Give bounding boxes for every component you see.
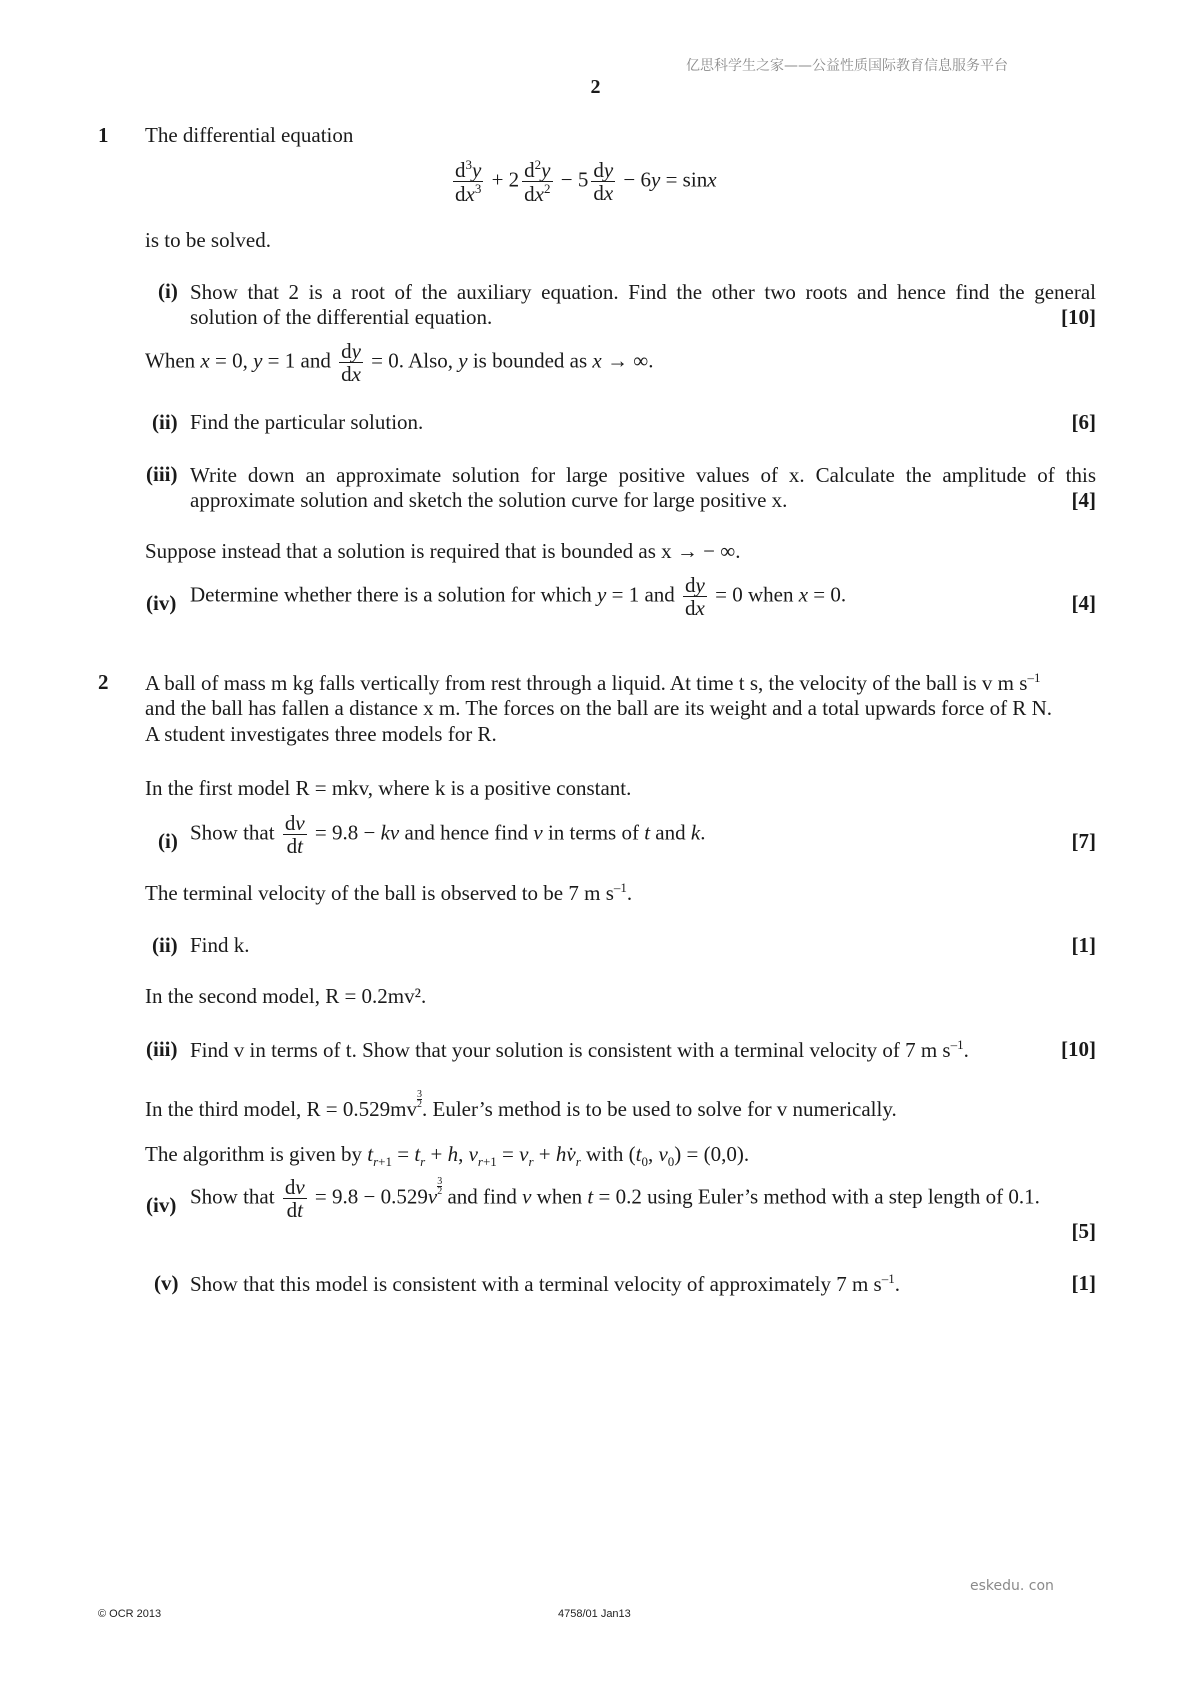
q2-third-model-a: In the third model, R = 0.529mv — [145, 1097, 417, 1121]
q2-part-v-text: Show that this model is consistent with a terminal velocity of approximately 7 m $s^{-1}$. — [190, 1271, 900, 1296]
question-1-intro: The differential equation — [145, 123, 354, 147]
footer-paper-code: 4758/01 Jan13 — [558, 1608, 631, 1620]
q2-part-iv-text: Show that $\frac{dv}{dt}$ = 9.8 − 0.529v $\frac{3}{2}$ and find v when t = 0.2 using Euler’s method with a step length of 0.1. — [190, 1175, 1040, 1223]
footer-copyright: © OCR 2013 — [98, 1608, 162, 1620]
q1-part-iii-line1: Write down an approximate solution for large positive values of x. Calculate the amplitude of this — [190, 463, 1096, 487]
q1-suppose: Suppose instead that a solution is required that is bounded as x → − ∞. — [145, 539, 741, 563]
q1-part-i-line2: solution of the differential equation. — [190, 305, 493, 329]
q2-terminal-text: The terminal velocity of the ball is observed to be 7 m s — [145, 881, 614, 905]
question-1-is-solved: is to be solved. — [145, 228, 271, 252]
q2-second-model: In the second model, R = 0.2mv². — [145, 984, 427, 1008]
q2-third-model: In the third model, R = 0.529mv $\frac{3}{2}$ . Euler’s method is to be used to solve for v numerically. — [145, 1089, 897, 1121]
q1-part-iv-marks: [4] — [1071, 591, 1096, 615]
q2-part-iv-marks: [5] — [1071, 1219, 1096, 1243]
q2-part-i-label: (i) — [158, 829, 178, 853]
differential-equation: $\frac{d^3y}{dx^3}$ + 2 $\frac{d^2y}{dx^2}$ − 5 $\frac{dy}{dx}$ − 6y = sinx — [455, 157, 717, 207]
q2-part-ii-label: (ii) — [152, 933, 178, 957]
q2-second-model-text: In the second model, R = 0.2mv² — [145, 984, 421, 1008]
q1-part-ii-marks: [6] — [1071, 410, 1096, 434]
q2-part-iii-text-main: Find v in terms of t. Show that your solution is consistent with a terminal velocity of 7 m s — [190, 1038, 951, 1062]
q2-line1: A ball of mass m kg falls vertically from rest through a liquid. At time t s, the velocity of the ball is v m $s^{-1}$ — [145, 670, 1041, 695]
q1-part-iv-label: (iv) — [146, 591, 177, 615]
q1-part-i-marks: [10] — [1061, 305, 1096, 329]
q2-part-iii-label: (iii) — [146, 1037, 178, 1061]
q1-part-ii-label: (ii) — [152, 410, 178, 434]
q1-part-iii-line2: approximate solution and sketch the solution curve for large positive x. — [190, 488, 788, 512]
q1-part-ii-text: Find the particular solution. — [190, 410, 424, 434]
question-2-number: 2 — [98, 670, 109, 694]
q2-part-i-text: Show that $\frac{dv}{dt}$ = 9.8 − kv and hence find v in terms of t and k. — [190, 811, 706, 859]
page-number: 2 — [590, 76, 601, 98]
q2-part-iii-text: Find v in terms of t. Show that your solution is consistent with a terminal velocity of 7 m $s^{-1}$. — [190, 1037, 969, 1062]
q2-third-model-b: . Euler’s method is to be used to solve for v numerically. — [422, 1097, 897, 1121]
q2-line1-text: A ball of mass m kg falls vertically from rest through a liquid. At time t s, the velocity of the ball is v m s — [145, 671, 1028, 695]
q2-part-v-label: (v) — [154, 1271, 179, 1295]
q1-part-iv-text: Determine whether there is a solution for which y = 1 and $\frac{dy}{dx}$ = 0 when x = 0. — [190, 573, 847, 621]
q2-first-model: In the first model R = mkv, where k is a positive constant. — [145, 776, 632, 800]
q1-initial-conditions: When x = 0, y = 1 and $\frac{dy}{dx}$ = 0. Also, y is bounded as x → ∞. — [145, 339, 654, 387]
q2-part-iii-marks: [10] — [1061, 1037, 1096, 1061]
q2-terminal: The terminal velocity of the ball is observed to be 7 m $s^{-1}$. — [145, 880, 633, 905]
q2-part-v-text-main: Show that this model is consistent with a terminal velocity of approximately 7 m s — [190, 1272, 882, 1296]
q2-line2: and the ball has fallen a distance x m. The forces on the ball are its weight and a total upwards force of R N. — [145, 696, 1052, 720]
question-1-number: 1 — [98, 123, 109, 147]
q2-part-v-marks: [1] — [1071, 1271, 1096, 1295]
q1-part-i-label: (i) — [158, 279, 178, 303]
q1-part-i-line1: Show that 2 is a root of the auxiliary equation. Find the other two roots and hence find the general — [190, 280, 1096, 304]
watermark-site: eskedu. con — [970, 1578, 1054, 1594]
watermark: 亿思科学生之家——公益性质国际教育信息服务平台 — [686, 58, 1008, 74]
q1-part-iii-marks: [4] — [1071, 488, 1096, 512]
q2-part-ii-text: Find k. — [190, 933, 250, 957]
q2-part-i-marks: [7] — [1071, 829, 1096, 853]
q2-algorithm-text: The algorithm is given by — [145, 1142, 362, 1166]
q2-algorithm: The algorithm is given by $t_{r+1} = t_r + h$, $v_{r+1} = v_r$ + $hv̇_r$ with ($t_0$, $v_0) = (0,0)$. — [145, 1142, 750, 1170]
q1-part-iii-label: (iii) — [146, 462, 178, 486]
q2-part-ii-marks: [1] — [1071, 933, 1096, 957]
q2-part-iv-label: (iv) — [146, 1193, 177, 1217]
q2-line3: A student investigates three models for R. — [145, 722, 497, 746]
